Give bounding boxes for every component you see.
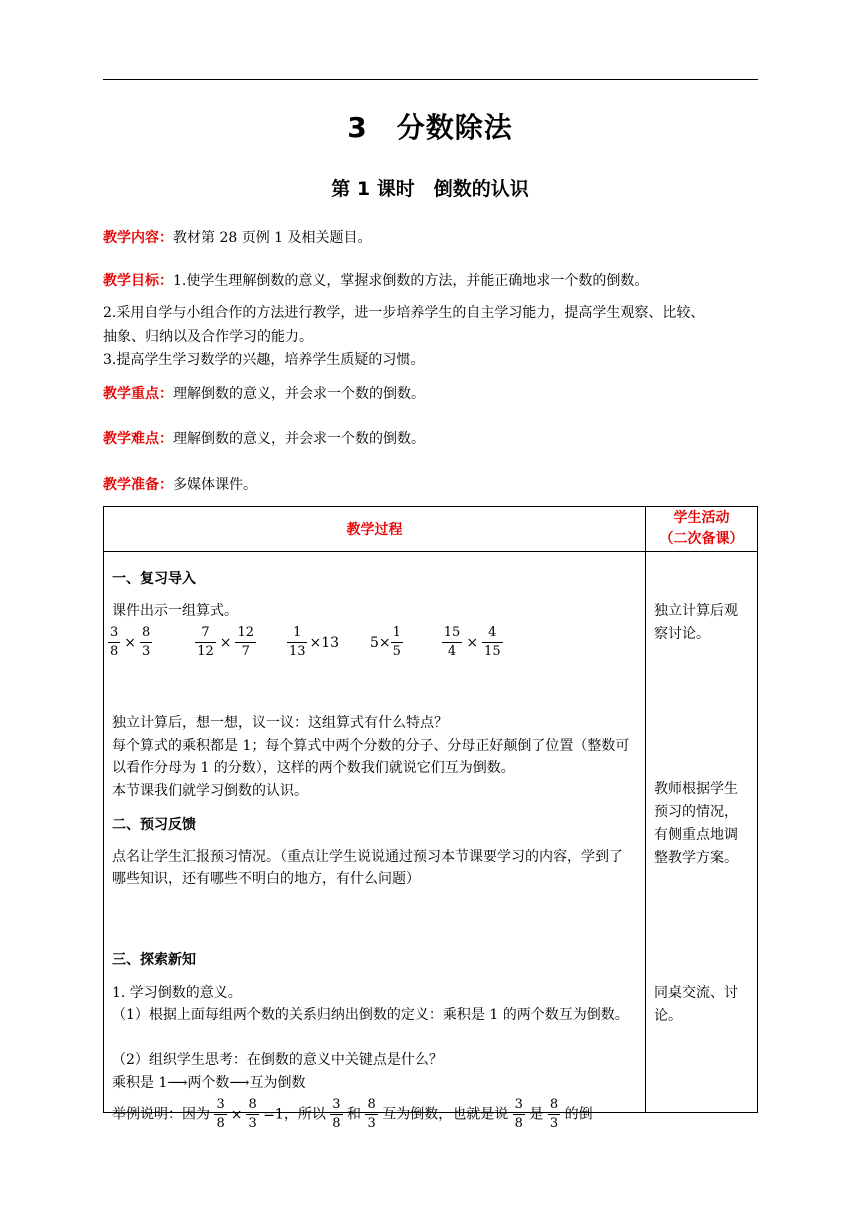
process-cell [104, 552, 646, 1131]
example-text: 的倒 [564, 1106, 593, 1123]
fraction: $\frac{1}{13}$ [288, 625, 306, 659]
section-explore-p2: （1）根据上面每组两个数的关系归纳出倒数的定义：乘积是 1 的两个数互为倒数。 [112, 1007, 629, 1023]
teaching-goals [103, 270, 763, 292]
content-text: 教材第 28 页例 1 及相关题目。 [173, 230, 372, 246]
fraction: $\frac{8}{3}$ [248, 1097, 257, 1131]
fraction: $\frac{8}{3}$ [367, 1097, 376, 1131]
diff-label: 教学难点： [103, 431, 173, 447]
process-header: 教学过程 [104, 507, 646, 552]
key-text: 理解倒数的意义，并会求一个数的倒数。 [173, 386, 425, 402]
prep-text: 多媒体课件。 [173, 477, 257, 493]
section-explore-title: 三、探索新知 [112, 952, 196, 968]
goals-label: 教学目标： [103, 273, 173, 289]
activity-header-line1: 学生活动 [673, 510, 730, 526]
section-review-p4: 本节课我们就学习倒数的认识。 [112, 783, 308, 799]
section-explore-p3: （2）组织学生思考：在倒数的意义中关键点是什么？ [112, 1052, 443, 1068]
fraction: $\frac{8}{3}$ [549, 1097, 559, 1131]
fraction: $\frac{3}{8}$ [110, 625, 119, 659]
activity-note-3: 同桌交流、讨论。 [654, 985, 738, 1024]
example-text: =1，所以 [263, 1106, 326, 1123]
fraction: $\frac{7}{12}$ [197, 625, 214, 659]
times-sign: × [466, 634, 479, 651]
content-label: 教学内容： [103, 230, 173, 246]
goal-2b: 抽象、归纳以及合作学习的能力。 [103, 329, 313, 345]
activity-header-line2: （二次备课） [659, 531, 744, 547]
fraction: $\frac{3}{8}$ [514, 1097, 523, 1131]
fraction: $\frac{4}{15}$ [484, 625, 501, 659]
times-sign: × [230, 1106, 243, 1123]
expression-row [108, 624, 503, 661]
example-text: 互为倒数，也就是说 [382, 1106, 509, 1123]
times-sign: × [124, 634, 137, 651]
lesson-subtitle: 第 1 课时 倒数的认识 [331, 178, 529, 200]
prep-label: 教学准备： [103, 477, 173, 493]
key-label: 教学重点： [103, 386, 173, 402]
example-line [112, 1096, 593, 1133]
section-preview-p1: 点名让学生汇报预习情况。（重点让学生说说通过预习本节课要学习的内容，学到了哪些知识，还有哪些不明白的地方，有什么问题） [112, 849, 623, 887]
section-review-p2: 独立计算后，想一想，议一议：这组算式有什么特点？ [112, 715, 448, 731]
fraction: $\frac{15}{4}$ [443, 625, 461, 659]
section-review-p1: 课件出示一组算式。 [112, 603, 238, 619]
expression-head: 5× [369, 634, 391, 651]
goal-1: 1.使学生理解倒数的意义，掌握求倒数的方法，并能正确地求一个数的倒数。 [173, 273, 649, 289]
activity-note-1: 独立计算后观察讨论。 [654, 603, 738, 642]
section-explore-p1: 1. 学习倒数的意义。 [112, 985, 242, 1001]
section-review-p3: 每个算式的乘积都是 1；每个算式中两个分数的分子、分母正好颠倒了位置（整数可以看作分母为 1 的分数），这样的两个数我们就说它们互为倒数。 [112, 738, 630, 776]
fraction: $\frac{8}{3}$ [142, 625, 151, 659]
teaching-difficulties [103, 428, 763, 450]
fraction: $\frac{1}{5}$ [392, 625, 401, 659]
example-text: 是 [529, 1106, 544, 1123]
teaching-content [103, 227, 763, 249]
section-preview-title: 二、预习反馈 [112, 817, 196, 833]
diff-text: 理解倒数的意义，并会求一个数的倒数。 [173, 431, 425, 447]
fraction: $\frac{12}{7}$ [237, 625, 255, 659]
times-sign: × [219, 634, 232, 651]
example-text: 和 [347, 1106, 362, 1123]
activity-header [646, 507, 758, 552]
activity-note-2: 教师根据学生预习的情况，有侧重点地调整教学方案。 [654, 781, 738, 866]
page-title: 3 分数除法 [347, 111, 513, 144]
example-text: 举例说明：因为 [112, 1106, 210, 1123]
fraction: $\frac{3}{8}$ [332, 1097, 341, 1131]
activity-cell [646, 552, 758, 1113]
section-explore-p4: 乘积是 1⟶两个数⟶互为倒数 [112, 1075, 306, 1091]
goal-2a: 2.采用自学与小组合作的方法进行教学，进一步培养学生的自主学习能力，提高学生观察、比较、 [103, 305, 705, 321]
teaching-preparation [103, 474, 763, 496]
section-review-title: 一、复习导入 [112, 571, 196, 587]
top-rule [103, 79, 758, 80]
fraction: $\frac{3}{8}$ [216, 1097, 225, 1131]
lesson-table [103, 506, 758, 1131]
expression-tail: ×13 [309, 634, 340, 651]
teaching-key-points [103, 383, 763, 405]
goal-3: 3.提高学生学习数学的兴趣，培养学生质疑的习惯。 [103, 352, 425, 368]
